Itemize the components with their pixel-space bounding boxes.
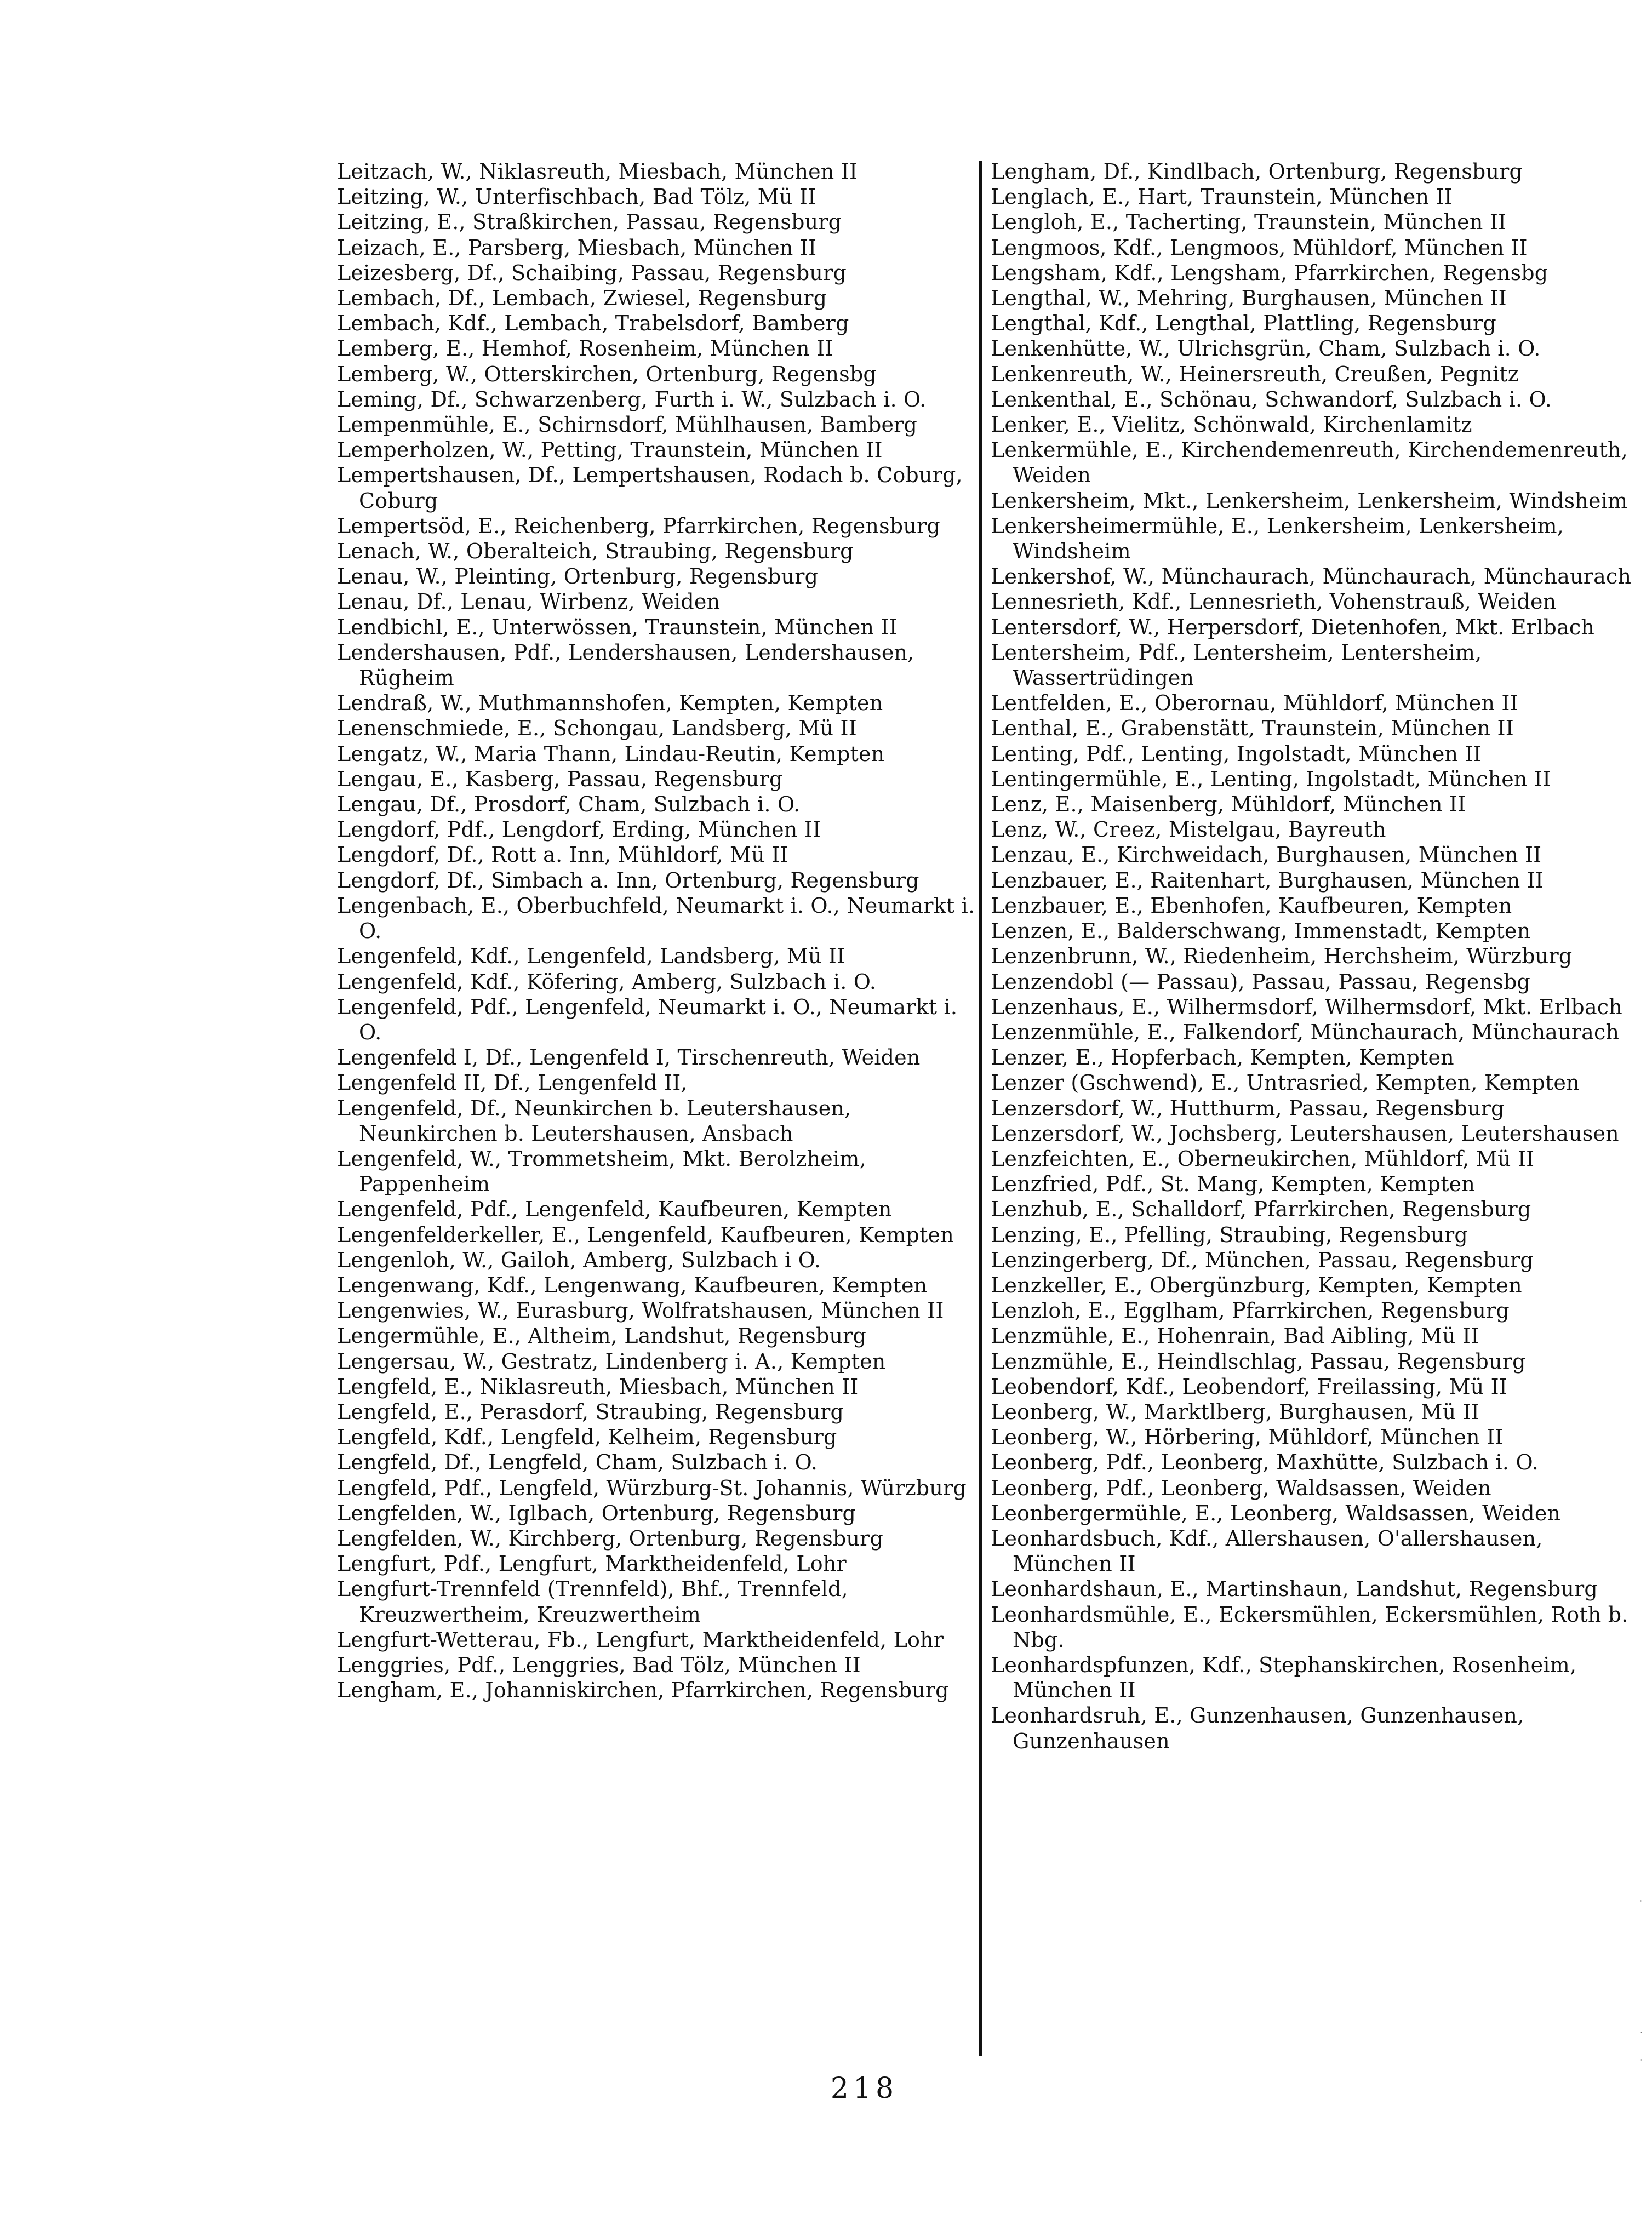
gazetteer-entry: Lempenmühle, E., Schirnsdorf, Mühlhausen, Bamberg (337, 413, 918, 437)
gazetteer-entry: Lenz, E., Maisenberg, Mühldorf, München II (991, 792, 1466, 817)
gazetteer-entry: Lenz, W., Creez, Mistelgau, Bayreuth (991, 817, 1386, 842)
page-number: 218 (830, 2072, 899, 2105)
gazetteer-entry: Lempertshausen, Df., Lempertshausen, Rodach b. Coburg, Coburg (337, 463, 963, 513)
gazetteer-entry: Lenthal, E., Grabenstätt, Traunstein, München II (991, 716, 1514, 741)
gazetteer-entry: Leizesberg, Df., Schaibing, Passau, Regensburg (337, 260, 847, 285)
gazetteer-entry: Lengfelden, W., Kirchberg, Ortenburg, Regensburg (337, 1526, 884, 1551)
scan-speck: · (1640, 2055, 1643, 2065)
gazetteer-entry: Lentfelden, E., Oberornau, Mühldorf, München II (991, 691, 1518, 716)
gazetteer-entry: Leitzach, W., Niklasreuth, Miesbach, München II (337, 159, 858, 184)
gazetteer-entry: Lenting, Pdf., Lenting, Ingolstadt, München II (991, 741, 1482, 766)
gazetteer-entry: Lenker, E., Vielitz, Schönwald, Kirchenlamitz (991, 413, 1472, 437)
gazetteer-entry: Lengdorf, Df., Rott a. Inn, Mühldorf, Mü II (337, 843, 788, 867)
gazetteer-entry: Leitzing, W., Unterfischbach, Bad Tölz, Mü II (337, 185, 816, 209)
gazetteer-entry: Lenzersdorf, W., Jochsberg, Leutershausen, Leutershausen (991, 1121, 1619, 1146)
gazetteer-entry: Lemberg, W., Otterskirchen, Ortenburg, Regensbg (337, 362, 877, 386)
scan-speck: · (1639, 1896, 1643, 1906)
gazetteer-entry: Lengau, Df., Prosdorf, Cham, Sulzbach i. O. (337, 792, 801, 817)
gazetteer-entry: Leonhardspfunzen, Kdf., Stephanskirchen, Rosenheim, München II (991, 1652, 1577, 1703)
gazetteer-entry: Lenau, W., Pleinting, Ortenburg, Regensburg (337, 564, 819, 589)
gazetteer-entry: Lengfeld, Kdf., Lengfeld, Kelheim, Regensburg (337, 1425, 837, 1450)
gazetteer-entry: Lengfurt-Trennfeld (Trennfeld), Bhf., Trennfeld, Kreuzwertheim, Kreuzwertheim (337, 1577, 848, 1627)
gazetteer-entry: Lenzbauer, E., Raitenhart, Burghausen, München II (991, 868, 1544, 893)
gazetteer-entry: Lenzmühle, E., Hohenrain, Bad Aibling, Mü II (991, 1324, 1479, 1348)
gazetteer-entry: Lenkermühle, E., Kirchendemenreuth, Kirchendemenreuth, Weiden (991, 438, 1628, 488)
gazetteer-entry: Leonhardsmühle, E., Eckersmühlen, Eckersmühlen, Roth b. Nbg. (991, 1602, 1628, 1652)
gazetteer-entry: Lentersdorf, W., Herpersdorf, Dietenhofen, Mkt. Erlbach (991, 615, 1595, 639)
gazetteer-entry: Lenzersdorf, W., Hutthurm, Passau, Regensburg (991, 1096, 1505, 1120)
gazetteer-entry: Lengermühle, E., Altheim, Landshut, Regensburg (337, 1324, 867, 1348)
gazetteer-entry: Leming, Df., Schwarzenberg, Furth i. W., Sulzbach i. O. (337, 387, 927, 411)
scan-speck: · (1640, 2027, 1643, 2038)
gazetteer-entry: Lenkershof, W., Münchaurach, Münchaurach, Münchaurach (991, 564, 1632, 589)
gazetteer-entry: Lenglach, E., Hart, Traunstein, München II (991, 185, 1453, 209)
gazetteer-entry: Lengloh, E., Tacherting, Traunstein, München II (991, 210, 1507, 234)
gazetteer-entry: Lenzenhaus, E., Wilhermsdorf, Wilhermsdorf, Mkt. Erlbach (991, 994, 1622, 1019)
gazetteer-entry: Lenggries, Pdf., Lenggries, Bad Tölz, München II (337, 1652, 861, 1677)
gazetteer-entry: Lenau, Df., Lenau, Wirbenz, Weiden (337, 590, 721, 614)
gazetteer-entry: Lengenwies, W., Eurasburg, Wolfratshausen, München II (337, 1298, 944, 1323)
gazetteer-entry: Lenzer (Gschwend), E., Untrasried, Kempten, Kempten (991, 1071, 1580, 1095)
gazetteer-entry: Lempertsöd, E., Reichenberg, Pfarrkirchen, Regensburg (337, 513, 940, 538)
gazetteer-entry: Lenzbauer, E., Ebenhofen, Kaufbeuren, Kempten (991, 893, 1512, 918)
gazetteer-entry: Lengfurt-Wetterau, Fb., Lengfurt, Marktheidenfeld, Lohr (337, 1627, 944, 1652)
gazetteer-entry: Leonberg, W., Marktlberg, Burghausen, Mü II (991, 1399, 1480, 1424)
gazetteer-entry: Lengenfeld, Kdf., Köfering, Amberg, Sulzbach i. O. (337, 969, 877, 994)
gazetteer-entry: Lembach, Df., Lembach, Zwiesel, Regensburg (337, 286, 827, 311)
gazetteer-entry: Leonbergermühle, E., Leonberg, Waldsassen, Weiden (991, 1501, 1561, 1525)
gazetteer-entry: Lengenfeld, W., Trommetsheim, Mkt. Berolzheim, Pappenheim (337, 1146, 866, 1197)
gazetteer-entry: Lembach, Kdf., Lembach, Trabelsdorf, Bamberg (337, 311, 849, 336)
gazetteer-entry: Lengdorf, Df., Simbach a. Inn, Ortenburg, Regensburg (337, 868, 919, 893)
gazetteer-entry: Lengdorf, Pdf., Lengdorf, Erding, München II (337, 817, 821, 842)
gazetteer-entry: Lengham, Df., Kindlbach, Ortenburg, Regensburg (991, 159, 1523, 184)
gazetteer-entry: Leitzing, E., Straßkirchen, Passau, Regensburg (337, 210, 842, 234)
gazetteer-entry: Lengenfeld, Kdf., Lengenfeld, Landsberg, Mü II (337, 944, 845, 969)
gazetteer-entry: Lenzingerberg, Df., München, Passau, Regensburg (991, 1248, 1534, 1272)
gazetteer-entry: Lengenfeld, Pdf., Lengenfeld, Neumarkt i. O., Neumarkt i. O. (337, 994, 958, 1044)
right-column (991, 159, 1645, 1754)
gazetteer-entry: Lengau, E., Kasberg, Passau, Regensburg (337, 766, 783, 791)
gazetteer-entry: Lengenfeld I, Df., Lengenfeld I, Tirschenreuth, Weiden (337, 1045, 921, 1070)
gazetteer-entry: Leonhardsbuch, Kdf., Allershausen, O'allershausen, München II (991, 1526, 1543, 1576)
gazetteer-entry: Lenzkeller, E., Obergünzburg, Kempten, Kempten (991, 1273, 1522, 1297)
gazetteer-entry: Lenkenthal, E., Schönau, Schwandorf, Sulzbach i. O. (991, 387, 1552, 411)
gazetteer-entry: Lenzing, E., Pfelling, Straubing, Regensburg (991, 1222, 1468, 1247)
gazetteer-entry: Lenkenhütte, W., Ulrichsgrün, Cham, Sulzbach i. O. (991, 336, 1541, 361)
gazetteer-entry: Lengfurt, Pdf., Lengfurt, Marktheidenfeld, Lohr (337, 1552, 847, 1576)
gazetteer-entry: Lenach, W., Oberalteich, Straubing, Regensburg (337, 539, 854, 564)
column-divider (979, 161, 982, 2056)
gazetteer-entry: Lenzendobl (— Passau), Passau, Passau, Regensbg (991, 969, 1531, 994)
gazetteer-entry: Lendraß, W., Muthmannshofen, Kempten, Kempten (337, 691, 883, 716)
gazetteer-entry: Lenzer, E., Hopferbach, Kempten, Kempten (991, 1045, 1454, 1070)
gazetteer-entry: Lenzenbrunn, W., Riedenheim, Herchsheim, Würzburg (991, 944, 1573, 969)
gazetteer-entry: Lemperholzen, W., Petting, Traunstein, München II (337, 438, 883, 462)
gazetteer-entry: Lendbichl, E., Unterwössen, Traunstein, München II (337, 615, 898, 639)
gazetteer-entry: Lengthal, Kdf., Lengthal, Plattling, Regensburg (991, 311, 1496, 336)
gazetteer-entry: Lengenfeld, Pdf., Lengenfeld, Kaufbeuren, Kempten (337, 1197, 892, 1222)
gazetteer-entry: Leizach, E., Parsberg, Miesbach, München II (337, 235, 817, 260)
gazetteer-entry: Lengfeld, Pdf., Lengfeld, Würzburg-St. Johannis, Würzburg (337, 1475, 967, 1500)
gazetteer-entry: Lenkersheim, Mkt., Lenkersheim, Lenkersheim, Windsheim (991, 488, 1628, 513)
gazetteer-entry: Leobendorf, Kdf., Leobendorf, Freilassing, Mü II (991, 1374, 1508, 1399)
gazetteer-entry: Lengfeld, E., Niklasreuth, Miesbach, München II (337, 1374, 859, 1399)
gazetteer-entry: Lennesrieth, Kdf., Lennesrieth, Vohenstrauß, Weiden (991, 590, 1557, 614)
gazetteer-entry: Lengenfeld II, Df., Lengenfeld II, (337, 1071, 688, 1095)
gazetteer-entry: Lenzenmühle, E., Falkendorf, Münchaurach, Münchaurach (991, 1020, 1620, 1044)
gazetteer-entry: Lengfeld, E., Perasdorf, Straubing, Regensburg (337, 1399, 844, 1424)
gazetteer-entry: Lenzfeichten, E., Oberneukirchen, Mühldorf, Mü II (991, 1146, 1535, 1171)
gazetteer-entry: Leonhardshaun, E., Martinshaun, Landshut, Regensburg (991, 1577, 1598, 1601)
gazetteer-entry: Lentingermühle, E., Lenting, Ingolstadt, München II (991, 766, 1551, 791)
gazetteer-entry: Lengham, E., Johanniskirchen, Pfarrkirchen, Regensburg (337, 1678, 949, 1703)
gazetteer-entry: Lenzau, E., Kirchweidach, Burghausen, München II (991, 843, 1542, 867)
gazetteer-entry: Lenzen, E., Balderschwang, Immenstadt, Kempten (991, 919, 1531, 943)
gazetteer-entry: Lengenfeld, Df., Neunkirchen b. Leutershausen, Neunkirchen b. Leutershausen, Ansbach (337, 1096, 851, 1146)
gazetteer-entry: Lengenloh, W., Gailoh, Amberg, Sulzbach i O. (337, 1248, 821, 1272)
gazetteer-entry: Lengmoos, Kdf., Lengmoos, Mühldorf, München II (991, 235, 1528, 260)
gazetteer-entry: Lengenwang, Kdf., Lengenwang, Kaufbeuren, Kempten (337, 1273, 928, 1297)
gazetteer-entry: Leonberg, W., Hörbering, Mühldorf, München II (991, 1425, 1504, 1450)
gazetteer-entry: Lenzloh, E., Egglham, Pfarrkirchen, Regensburg (991, 1298, 1510, 1323)
gazetteer-entry: Lengersau, W., Gestratz, Lindenberg i. A., Kempten (337, 1349, 886, 1374)
gazetteer-entry: Lengfeld, Df., Lengfeld, Cham, Sulzbach i. O. (337, 1450, 818, 1475)
gazetteer-entry: Leonberg, Pdf., Leonberg, Waldsassen, Weiden (991, 1475, 1491, 1500)
gazetteer-entry: Leonberg, Pdf., Leonberg, Maxhütte, Sulzbach i. O. (991, 1450, 1539, 1475)
gazetteer-entry: Leonhardsruh, E., Gunzenhausen, Gunzenhausen, Gunzenhausen (991, 1703, 1524, 1753)
gazetteer-entry: Lenzhub, E., Schalldorf, Pfarrkirchen, Regensburg (991, 1197, 1531, 1222)
gazetteer-entry: Lemberg, E., Hemhof, Rosenheim, München II (337, 336, 833, 361)
left-column (337, 159, 975, 1703)
gazetteer-entry: Lengatz, W., Maria Thann, Lindau-Reutin, Kempten (337, 741, 885, 766)
gazetteer-entry: Lengfelden, W., Iglbach, Ortenburg, Regensburg (337, 1501, 856, 1525)
gazetteer-entry: Lengthal, W., Mehring, Burghausen, München II (991, 286, 1507, 311)
gazetteer-entry: Lenenschmiede, E., Schongau, Landsberg, Mü II (337, 716, 857, 741)
gazetteer-entry: Lenzfried, Pdf., St. Mang, Kempten, Kempten (991, 1172, 1476, 1197)
gazetteer-entry: Lengsham, Kdf., Lengsham, Pfarrkirchen, Regensbg (991, 260, 1548, 285)
gazetteer-entry: Lentersheim, Pdf., Lentersheim, Lentersheim, Wassertrüdingen (991, 640, 1482, 690)
gazetteer-entry: Lengenfelderkeller, E., Lengenfeld, Kaufbeuren, Kempten (337, 1222, 954, 1247)
gazetteer-entry: Lenkenreuth, W., Heinersreuth, Creußen, Pegnitz (991, 362, 1519, 386)
gazetteer-entry: Lenzmühle, E., Heindlschlag, Passau, Regensburg (991, 1349, 1526, 1374)
gazetteer-entry: Lendershausen, Pdf., Lendershausen, Lendershausen, Rügheim (337, 640, 914, 690)
gazetteer-entry: Lengenbach, E., Oberbuchfeld, Neumarkt i. O., Neumarkt i. O. (337, 893, 975, 943)
gazetteer-entry: Lenkersheimermühle, E., Lenkersheim, Lenkersheim, Windsheim (991, 513, 1564, 564)
